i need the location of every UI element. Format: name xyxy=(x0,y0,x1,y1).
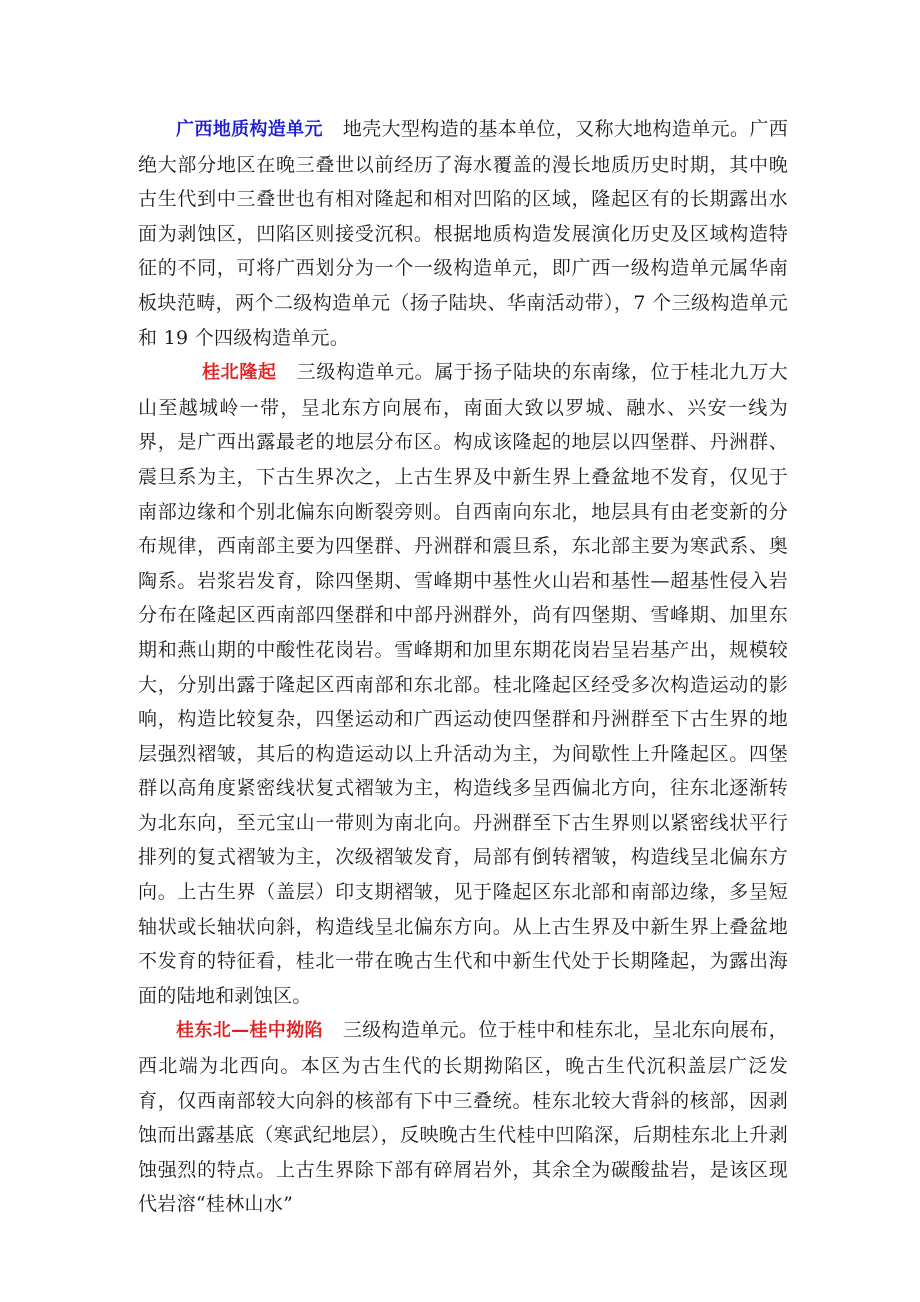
section-body: 三级构造单元。属于扬子陆块的东南缘，位于桂北九万大山至越城岭一带，呈北东方向展布，南面大致以罗城、融水、兴安一线为界，是广西出露最老的地层分布区。构成该隆起的地层以四堡群、丹洲群、震旦系为主，下古生界次之，上古生界及中新生界上叠盆地不发育，仅见于南部边缘和个别北偏东向断裂旁则。自西南向东北，地层具有由老变新的分布规律，西南部主要为四堡群、丹洲群和震旦系，东北部主要为寒武系、奥陶系。岩浆岩发育，除四堡期、雪峰期中基性火山岩和基性—超基性侵入岩分布在隆起区西南部四堡群和中部丹洲群外，尚有四堡期、雪峰期、加里东期和燕山期的中酸性花岗岩。雪峰期和加里东期花岗岩呈岩基产出，规模较大，分别出露于隆起区西南部和东北部。桂北隆起区经受多次构造运动的影响，构造比较复杂，四堡运动和广西运动使四堡群和丹洲群至下古生界的地层强烈褶皱，其后的构造运动以上升活动为主，为间歇性上升隆起区。四堡群以高角度紧密线状复式褶皱为主，构造线多呈西偏北方向，往东北逐渐转为北东向，至元宝山一带则为南北向。丹洲群至下古生界则以紧密线状平行排列的复式褶皱为主，次级褶皱发育，局部有倒转褶皱，构造线呈北偏东方向。上古生界（盖层）印支期褶皱，见于隆起区东北部和南部边缘，多呈短轴状或长轴状向斜，构造线呈北偏东方向。从上古生界及中新生界上叠盆地不发育的特征看，桂北一带在晚古生代和中新生代处于长期隆起，为露出海面的陆地和剥蚀区。 xyxy=(138,361,788,1007)
section-guidongbei-depression xyxy=(138,1013,788,1222)
section-body: 地壳大型构造的基本单位，又称大地构造单元。广西绝大部分地区在晚三叠世以前经历了海水覆盖的漫长地质历史时期，其中晚古生代到中三叠世也有相对隆起和相对凹陷的区域，隆起区有的长期露出水面为剥蚀区，凹陷区则接受沉积。根据地质构造发展演化历史及区域构造特征的不同，可将广西划分为一个一级构造单元，即广西一级构造单元属华南板块范畴，两个二级构造单元（扬子陆块、华南活动带），7 个三级构造单元和 19 个四级构造单元。 xyxy=(138,118,788,349)
section-heading: 桂北隆起 xyxy=(202,362,277,384)
section-heading: 桂东北—桂中拗陷 xyxy=(176,1020,323,1042)
section-guibei-uplift xyxy=(138,355,788,1013)
section-tectonic-units xyxy=(138,112,788,355)
document-page xyxy=(138,112,788,1222)
section-heading: 广西地质构造单元 xyxy=(176,119,323,140)
section-body: 三级构造单元。位于桂中和桂东北，呈北东向展布，西北端为北西向。本区为古生代的长期拗陷区，晚古生代沉积盖层广泛发育，仅西南部较大向斜的核部有下中三叠统。桂东北较大背斜的核部，因剥蚀而出露基底（寒武纪地层），反映晚古生代桂中凹陷深，后期桂东北上升剥蚀强烈的特点。上古生界除下部有碎屑岩外，其余全为碳酸盐岩，是该区现代岩溶“桂林山水” xyxy=(138,1019,788,1216)
